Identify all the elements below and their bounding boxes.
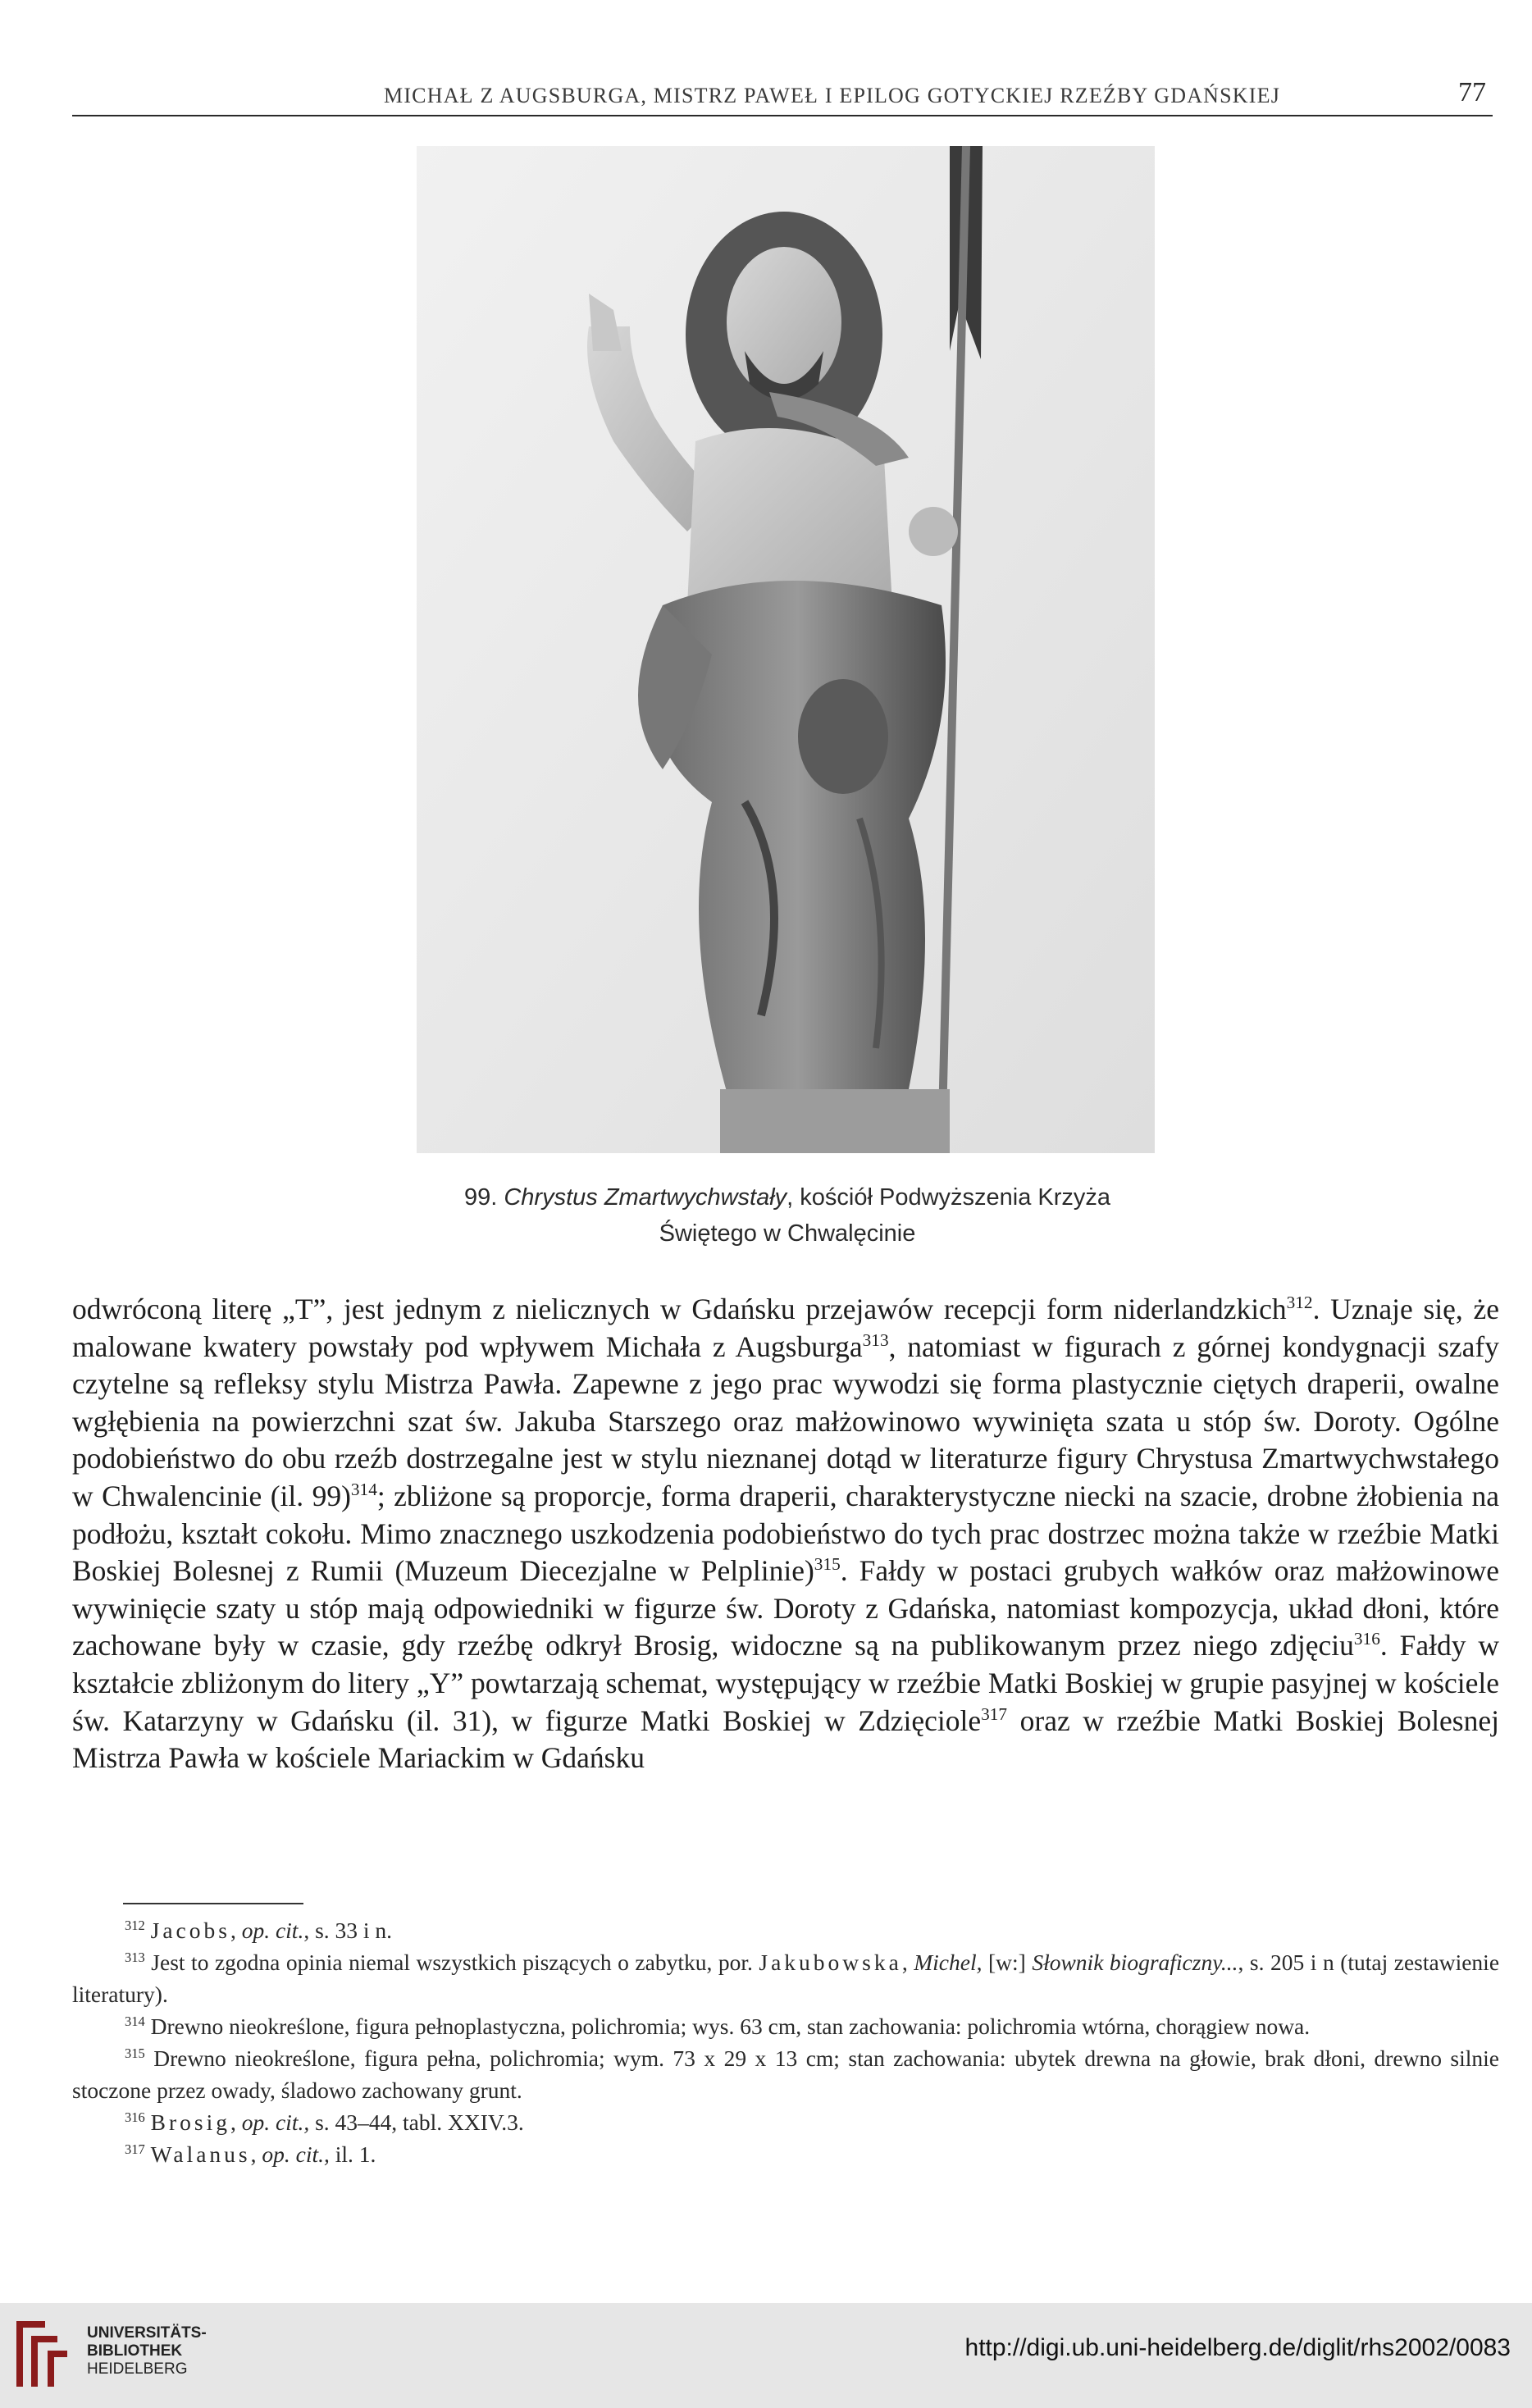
- footnote-italic: Michel,: [914, 1950, 983, 1975]
- text-run: . Fałdy w kształcie zbliżonym do litery „Y” powtarzają schemat, występujący w rzeźbie Matki Boskiej w grupie pasyjnej w kościele św. Katarzyny w Gdańsku (il. 31), w figurze Matki Boskiej w Zdzięciole: [72, 1629, 1500, 1737]
- figure-caption: [353, 1179, 1222, 1252]
- footnote-author: Brosig: [150, 2109, 230, 2135]
- running-title: MICHAŁ Z AUGSBURGA, MISTRZ PAWEŁ I EPILOG GOTYCKIEJ RZEŹBY GDAŃSKIEJ: [384, 84, 1281, 107]
- footnote-text: ,: [230, 2109, 242, 2135]
- footnote: [72, 2106, 1499, 2138]
- library-name-line: BIBLIOTHEK: [87, 2342, 183, 2360]
- footnote-text: Drewno nieokreślone, figura pełna, polichromia; wym. 73 x 29 x 13 cm; stan zachowania: ubytek drewna na głowie, brak dłoni, drewno silnie stoczone przez owady, śladowo zachowany grunt.: [72, 2045, 1500, 2103]
- text-run: oraz w rzeźbie Matki Boskiej Bolesnej Mistrza Pawła w kościele Mariackim w Gdańsku: [72, 1703, 1499, 1775]
- footnote-text: Jest to zgodna opinia niemal wszystkich piszących o zabytku, por.: [151, 1950, 759, 1975]
- footnote-ref[interactable]: 314: [350, 1480, 377, 1500]
- footnote-italic: op. cit.,: [262, 2141, 330, 2167]
- library-name-line: UNIVERSITÄTS-: [87, 2324, 207, 2342]
- footnote-text: , s. 205 i n (tutaj zestawienie literatury).: [72, 1950, 1500, 2007]
- text-run: . Uznaje się, że malowane kwatery powstały pod wpływem Michała z Augsburga: [72, 1293, 1500, 1363]
- footnote-italic: Słownik biograficzny...: [1032, 1950, 1238, 1975]
- library-name-line: HEIDELBERG: [87, 2360, 188, 2378]
- figure-number: 99.: [463, 1184, 498, 1211]
- footnote-ref[interactable]: 313: [862, 1329, 889, 1350]
- caption-rest: , kościół Podwyższenia Krzyża: [787, 1184, 1111, 1211]
- footnote: [72, 1914, 1499, 1946]
- footnote-ref[interactable]: 317: [981, 1703, 1008, 1724]
- text-run: , natomiast w figurach z górnej kondygnacji szafy czytelne są refleksy stylu Mistrza Pawła. Zapewne z jego prac wywodzi się forma plastycznie ciętych draperii, owalne wgłębienia na powierzchni szat św. Jakuba Starszego oraz małżowinowo wywinięta szata u stóp św. Doroty. Ogólne podobieństwo do obu rzeźb dostrzegalne jest w stylu nieznanej dotąd w literaturze figury Chrystusa Zmartwychwstałego w Chwalencinie (il. 99): [72, 1329, 1499, 1512]
- footnote: [72, 2010, 1499, 2042]
- footnote-number: 316: [125, 2109, 145, 2125]
- library-logo-icon: [8, 2313, 74, 2395]
- footnote-number: 317: [125, 2141, 145, 2157]
- footnote-number: 313: [125, 1949, 145, 1965]
- footnote: [72, 2042, 1499, 2106]
- page-number: 77: [1458, 77, 1486, 107]
- caption-line-1: [353, 1179, 1222, 1215]
- running-header: [72, 77, 1493, 116]
- text-run: ; zbliżone są proporcje, forma draperii, charakterystyczne niecki na szacie, drobne żłobienia na podłożu, kształt cokołu. Mimo znacznego uszkodzenia podobieństwo do tych prac dostrzec można także w rzeźbie Matki Boskiej Bolesnej z Rumii (Muzeum Diecezjalne w Pelplinie): [72, 1479, 1499, 1588]
- figure-photo: [417, 146, 1155, 1153]
- footnote-ref[interactable]: 315: [814, 1554, 841, 1575]
- footnote: [72, 1946, 1499, 2010]
- footnote-text: il. 1.: [329, 2141, 376, 2167]
- footer-bar: [0, 2303, 1532, 2408]
- footnote-text: s. 43–44, tabl. XXIV.3.: [309, 2109, 524, 2135]
- footnote-ref[interactable]: 316: [1353, 1629, 1380, 1649]
- footnote-text: ,: [230, 1918, 242, 1943]
- footnote-text: Drewno nieokreślone, figura pełnoplastyczna, polichromia; wys. 63 cm, stan zachowania: polichromia wtórna, chorągiew nowa.: [150, 2014, 1311, 2039]
- footnote: [72, 2138, 1499, 2170]
- library-name: [87, 2324, 207, 2378]
- footnote-text: [w:]: [982, 1950, 1033, 1975]
- footnote-number: 315: [125, 2045, 145, 2061]
- body-text: [72, 1291, 1499, 1777]
- footnote-text: ,: [901, 1950, 914, 1975]
- footnote-ref[interactable]: 312: [1286, 1293, 1313, 1313]
- footnote-number: 314: [125, 2013, 145, 2029]
- footnote-italic: op. cit.,: [241, 2109, 310, 2135]
- footnote-author: Walanus: [150, 2141, 251, 2167]
- footnotes: [72, 1914, 1499, 2170]
- caption-line-2: Świętego w Chwalęcinie: [659, 1220, 916, 1247]
- text-run: odwróconą literę „T”, jest jednym z nielicznych w Gdańsku przejawów recepcji form niderlandzkich: [72, 1293, 1287, 1325]
- footnote-author: Jakubowska: [759, 1950, 902, 1975]
- footnote-number: 312: [125, 1917, 145, 1933]
- paragraph: [72, 1291, 1499, 1777]
- footnote-divider: [123, 1903, 303, 1904]
- figure-title: Chrystus Zmartwychwstały: [504, 1184, 787, 1211]
- footnote-text: , s. 33 i n.: [303, 1918, 393, 1943]
- footnote-text: ,: [250, 2141, 262, 2167]
- footnote-italic: op. cit.: [241, 1918, 304, 1943]
- sculpture-image: [417, 146, 1155, 1153]
- source-url-link[interactable]: http://digi.ub.uni-heidelberg.de/diglit/rhs2002/0083: [964, 2334, 1511, 2361]
- text-run: . Fałdy w postaci grubych wałków oraz małżowinowe wywinięcie szaty u stóp mają odpowiedniki w figurze św. Doroty z Gdańska, natomiast kompozycja, układ dłoni, które zachowane były w czasie, gdy rzeźbę odkrył Brosig, widoczne są na publikowanym przez niego zdjęciu: [72, 1554, 1499, 1662]
- footnote-author: Jacobs: [150, 1918, 230, 1943]
